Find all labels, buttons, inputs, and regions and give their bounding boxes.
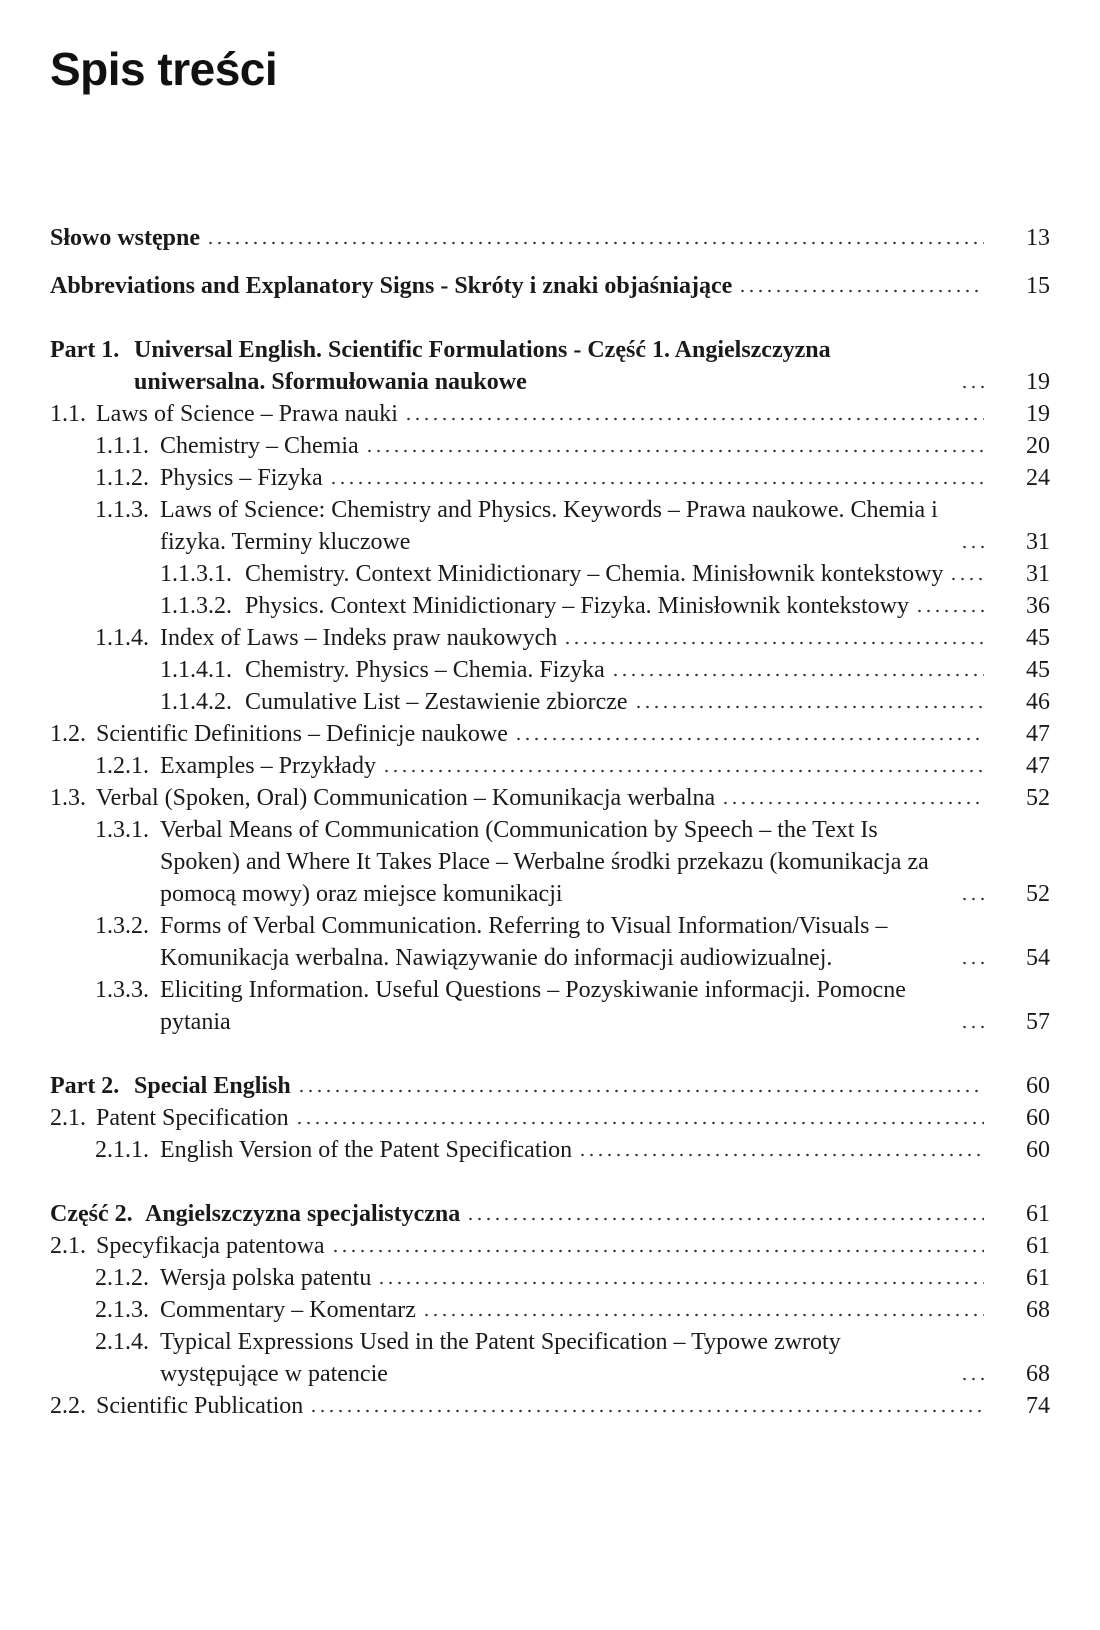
toc-page-number: 46 (1026, 689, 1050, 715)
toc-entry[interactable] (50, 654, 1050, 686)
toc-page-number: 61 (1026, 1265, 1050, 1291)
toc-page-number: 47 (1026, 721, 1050, 747)
toc-entry[interactable] (50, 814, 1050, 910)
toc-entry-title: Laws of Science: Chemistry and Physics. Keywords – Prawa naukowe. Chemia i fizyka. Terminy kluczowe (160, 497, 938, 555)
toc-entry[interactable] (50, 718, 1050, 750)
dot-leader (949, 558, 984, 590)
toc-entry-number: 1.3. (50, 785, 86, 811)
dot-leader (466, 1198, 984, 1230)
toc-page-number: 19 (1026, 401, 1050, 427)
toc-entry-title: Verbal Means of Communication (Communication by Speech – the Text Is Spoken) and Where It Takes Place – Werbalne środki przekazu (komunikacja za pomocą mowy) oraz miejsce komunikacji (160, 817, 929, 907)
toc-entry-title: Universal English. Scientific Formulations - Część 1. Angielszczyzna uniwersalna. Sformułowania naukowe (134, 337, 831, 395)
toc-page-number: 54 (1026, 945, 1050, 971)
toc-entry[interactable] (50, 430, 1050, 462)
toc-page-number: 52 (1026, 881, 1050, 907)
toc-page-number: 61 (1026, 1201, 1050, 1227)
toc-entry-number: 1.3.1. (95, 817, 149, 843)
toc-page-number: 19 (1026, 369, 1050, 395)
dot-leader (634, 686, 984, 718)
toc-entry-title: Specyfikacja patentowa (96, 1233, 325, 1259)
toc-entry[interactable] (50, 910, 1050, 974)
toc-entry-number: Part 2. (50, 1073, 120, 1099)
toc-entry-title: Typical Expressions Used in the Patent Specification – Typowe zwroty występujące w patencie (160, 1329, 841, 1387)
toc-entry-number: 1.3.3. (95, 977, 149, 1003)
toc-entry[interactable] (50, 1070, 1050, 1102)
dot-leader (960, 366, 984, 398)
toc-entry[interactable] (50, 1102, 1050, 1134)
toc-entry-number: 1.1.4. (95, 625, 149, 651)
toc-entry[interactable] (50, 558, 1050, 590)
dot-leader (382, 750, 984, 782)
toc-entry[interactable] (50, 1262, 1050, 1294)
toc-entry-title: Cumulative List – Zestawienie zbiorcze (245, 689, 628, 715)
toc-entry-number: 1.1.1. (95, 433, 149, 459)
toc-page-number: 57 (1026, 1009, 1050, 1035)
toc-entry[interactable] (50, 1198, 1050, 1230)
dot-leader (329, 462, 984, 494)
toc-entry-title: Physics. Context Minidictionary – Fizyka. Minisłownik kontekstowy (245, 593, 909, 619)
dot-leader (960, 1006, 984, 1038)
toc-entry-title: Chemistry. Context Minidictionary – Chemia. Minisłownik kontekstowy (245, 561, 944, 587)
table-of-contents (50, 222, 1050, 1422)
dot-leader (578, 1134, 984, 1166)
dot-leader (960, 942, 984, 974)
toc-page-number: 68 (1026, 1361, 1050, 1387)
dot-leader (331, 1230, 984, 1262)
toc-entry[interactable] (50, 782, 1050, 814)
toc-entry[interactable] (50, 622, 1050, 654)
dot-leader (297, 1070, 984, 1102)
dot-leader (422, 1294, 984, 1326)
dot-leader (309, 1390, 984, 1422)
toc-entry-title: Scientific Publication (96, 1393, 304, 1419)
toc-page-number: 52 (1026, 785, 1050, 811)
toc-page-number: 61 (1026, 1233, 1050, 1259)
toc-page-number: 60 (1026, 1105, 1050, 1131)
toc-entry-number: 1.1.2. (95, 465, 149, 491)
toc-entry-number: 2.1. (50, 1105, 86, 1131)
toc-entry-number: 2.1.3. (95, 1297, 149, 1323)
toc-entry-title: Special English (134, 1073, 291, 1099)
toc-entry-number: 2.1.1. (95, 1137, 149, 1163)
toc-entry-number: Part 1. (50, 337, 120, 363)
toc-entry[interactable] (50, 1390, 1050, 1422)
toc-entry[interactable] (50, 1294, 1050, 1326)
toc-entry-number: 1.1.3.2. (160, 593, 232, 619)
toc-entry[interactable] (50, 334, 1050, 398)
toc-page-number: 45 (1026, 625, 1050, 651)
toc-page-number: 24 (1026, 465, 1050, 491)
dot-leader (960, 526, 984, 558)
toc-entry-title: Abbreviations and Explanatory Signs - Skróty i znaki objaśniające (50, 273, 733, 299)
toc-entry-title: Wersja polska patentu (160, 1265, 372, 1291)
dot-leader (738, 270, 984, 302)
toc-entry-title: Physics – Fizyka (160, 465, 323, 491)
dot-leader (514, 718, 984, 750)
dot-leader (365, 430, 984, 462)
toc-entry-title: Angielszczyzna specjalistyczna (145, 1201, 461, 1227)
toc-entry-title: Laws of Science – Prawa nauki (96, 401, 398, 427)
toc-entry-number: 1.1.4.2. (160, 689, 232, 715)
toc-entry-title: Chemistry. Physics – Chemia. Fizyka (245, 657, 605, 683)
toc-entry-number: 1.3.2. (95, 913, 149, 939)
dot-leader (915, 590, 984, 622)
toc-page-number: 60 (1026, 1137, 1050, 1163)
toc-entry-title: Verbal (Spoken, Oral) Communication – Komunikacja werbalna (96, 785, 716, 811)
toc-page-number: 36 (1026, 593, 1050, 619)
toc-page-number: 20 (1026, 433, 1050, 459)
toc-entry-number: Część 2. (50, 1201, 133, 1227)
toc-page-number: 45 (1026, 657, 1050, 683)
toc-entry-title: Index of Laws – Indeks praw naukowych (160, 625, 558, 651)
dot-leader (295, 1102, 984, 1134)
dot-leader (404, 398, 984, 430)
toc-entry-title: Eliciting Information. Useful Questions – Pozyskiwanie informacji. Pomocne pytania (160, 977, 906, 1035)
toc-entry[interactable] (50, 590, 1050, 622)
toc-entry[interactable] (50, 1134, 1050, 1166)
dot-leader (206, 222, 984, 254)
toc-entry-number: 1.1. (50, 401, 86, 427)
dot-leader (377, 1262, 984, 1294)
toc-entry[interactable] (50, 494, 1050, 558)
dot-leader (960, 1358, 984, 1390)
toc-page-number: 47 (1026, 753, 1050, 779)
toc-entry-title: Commentary – Komentarz (160, 1297, 416, 1323)
toc-entry-title: Forms of Verbal Communication. Referring to Visual Information/Visuals – Komunikacja werbalna. Nawiązywanie do informacji audiowizualnej. (160, 913, 888, 971)
toc-entry-title: Patent Specification (96, 1105, 289, 1131)
toc-entry[interactable] (50, 222, 1050, 254)
toc-entry-title: Słowo wstępne (50, 225, 201, 251)
dot-leader (721, 782, 984, 814)
toc-page-number: 74 (1026, 1393, 1050, 1419)
toc-entry-title: English Version of the Patent Specification (160, 1137, 573, 1163)
toc-page-number: 68 (1026, 1297, 1050, 1323)
toc-entry[interactable] (50, 1230, 1050, 1262)
toc-entry-number: 1.1.3. (95, 497, 149, 523)
page-title: Spis treści (50, 43, 278, 95)
toc-entry[interactable] (50, 462, 1050, 494)
toc-entry[interactable] (50, 1326, 1050, 1390)
toc-entry[interactable] (50, 270, 1050, 302)
toc-entry-number: 2.2. (50, 1393, 86, 1419)
toc-page-number: 31 (1026, 561, 1050, 587)
toc-entry-number: 2.1.4. (95, 1329, 149, 1355)
toc-entry-number: 1.1.3.1. (160, 561, 232, 587)
toc-entry[interactable] (50, 398, 1050, 430)
dot-leader (960, 878, 984, 910)
toc-page-number: 60 (1026, 1073, 1050, 1099)
toc-entry[interactable] (50, 750, 1050, 782)
toc-page-number: 15 (1026, 273, 1050, 299)
dot-leader (563, 622, 984, 654)
toc-entry-number: 2.1.2. (95, 1265, 149, 1291)
toc-entry[interactable] (50, 686, 1050, 718)
toc-entry-number: 1.2. (50, 721, 86, 747)
toc-entry-title: Chemistry – Chemia (160, 433, 359, 459)
toc-entry-number: 2.1. (50, 1233, 86, 1259)
toc-page-number: 13 (1026, 225, 1050, 251)
dot-leader (611, 654, 984, 686)
toc-entry[interactable] (50, 974, 1050, 1038)
toc-entry-title: Scientific Definitions – Definicje naukowe (96, 721, 508, 747)
toc-page-number: 31 (1026, 529, 1050, 555)
toc-entry-title: Examples – Przykłady (160, 753, 376, 779)
toc-entry-number: 1.2.1. (95, 753, 149, 779)
toc-entry-number: 1.1.4.1. (160, 657, 232, 683)
